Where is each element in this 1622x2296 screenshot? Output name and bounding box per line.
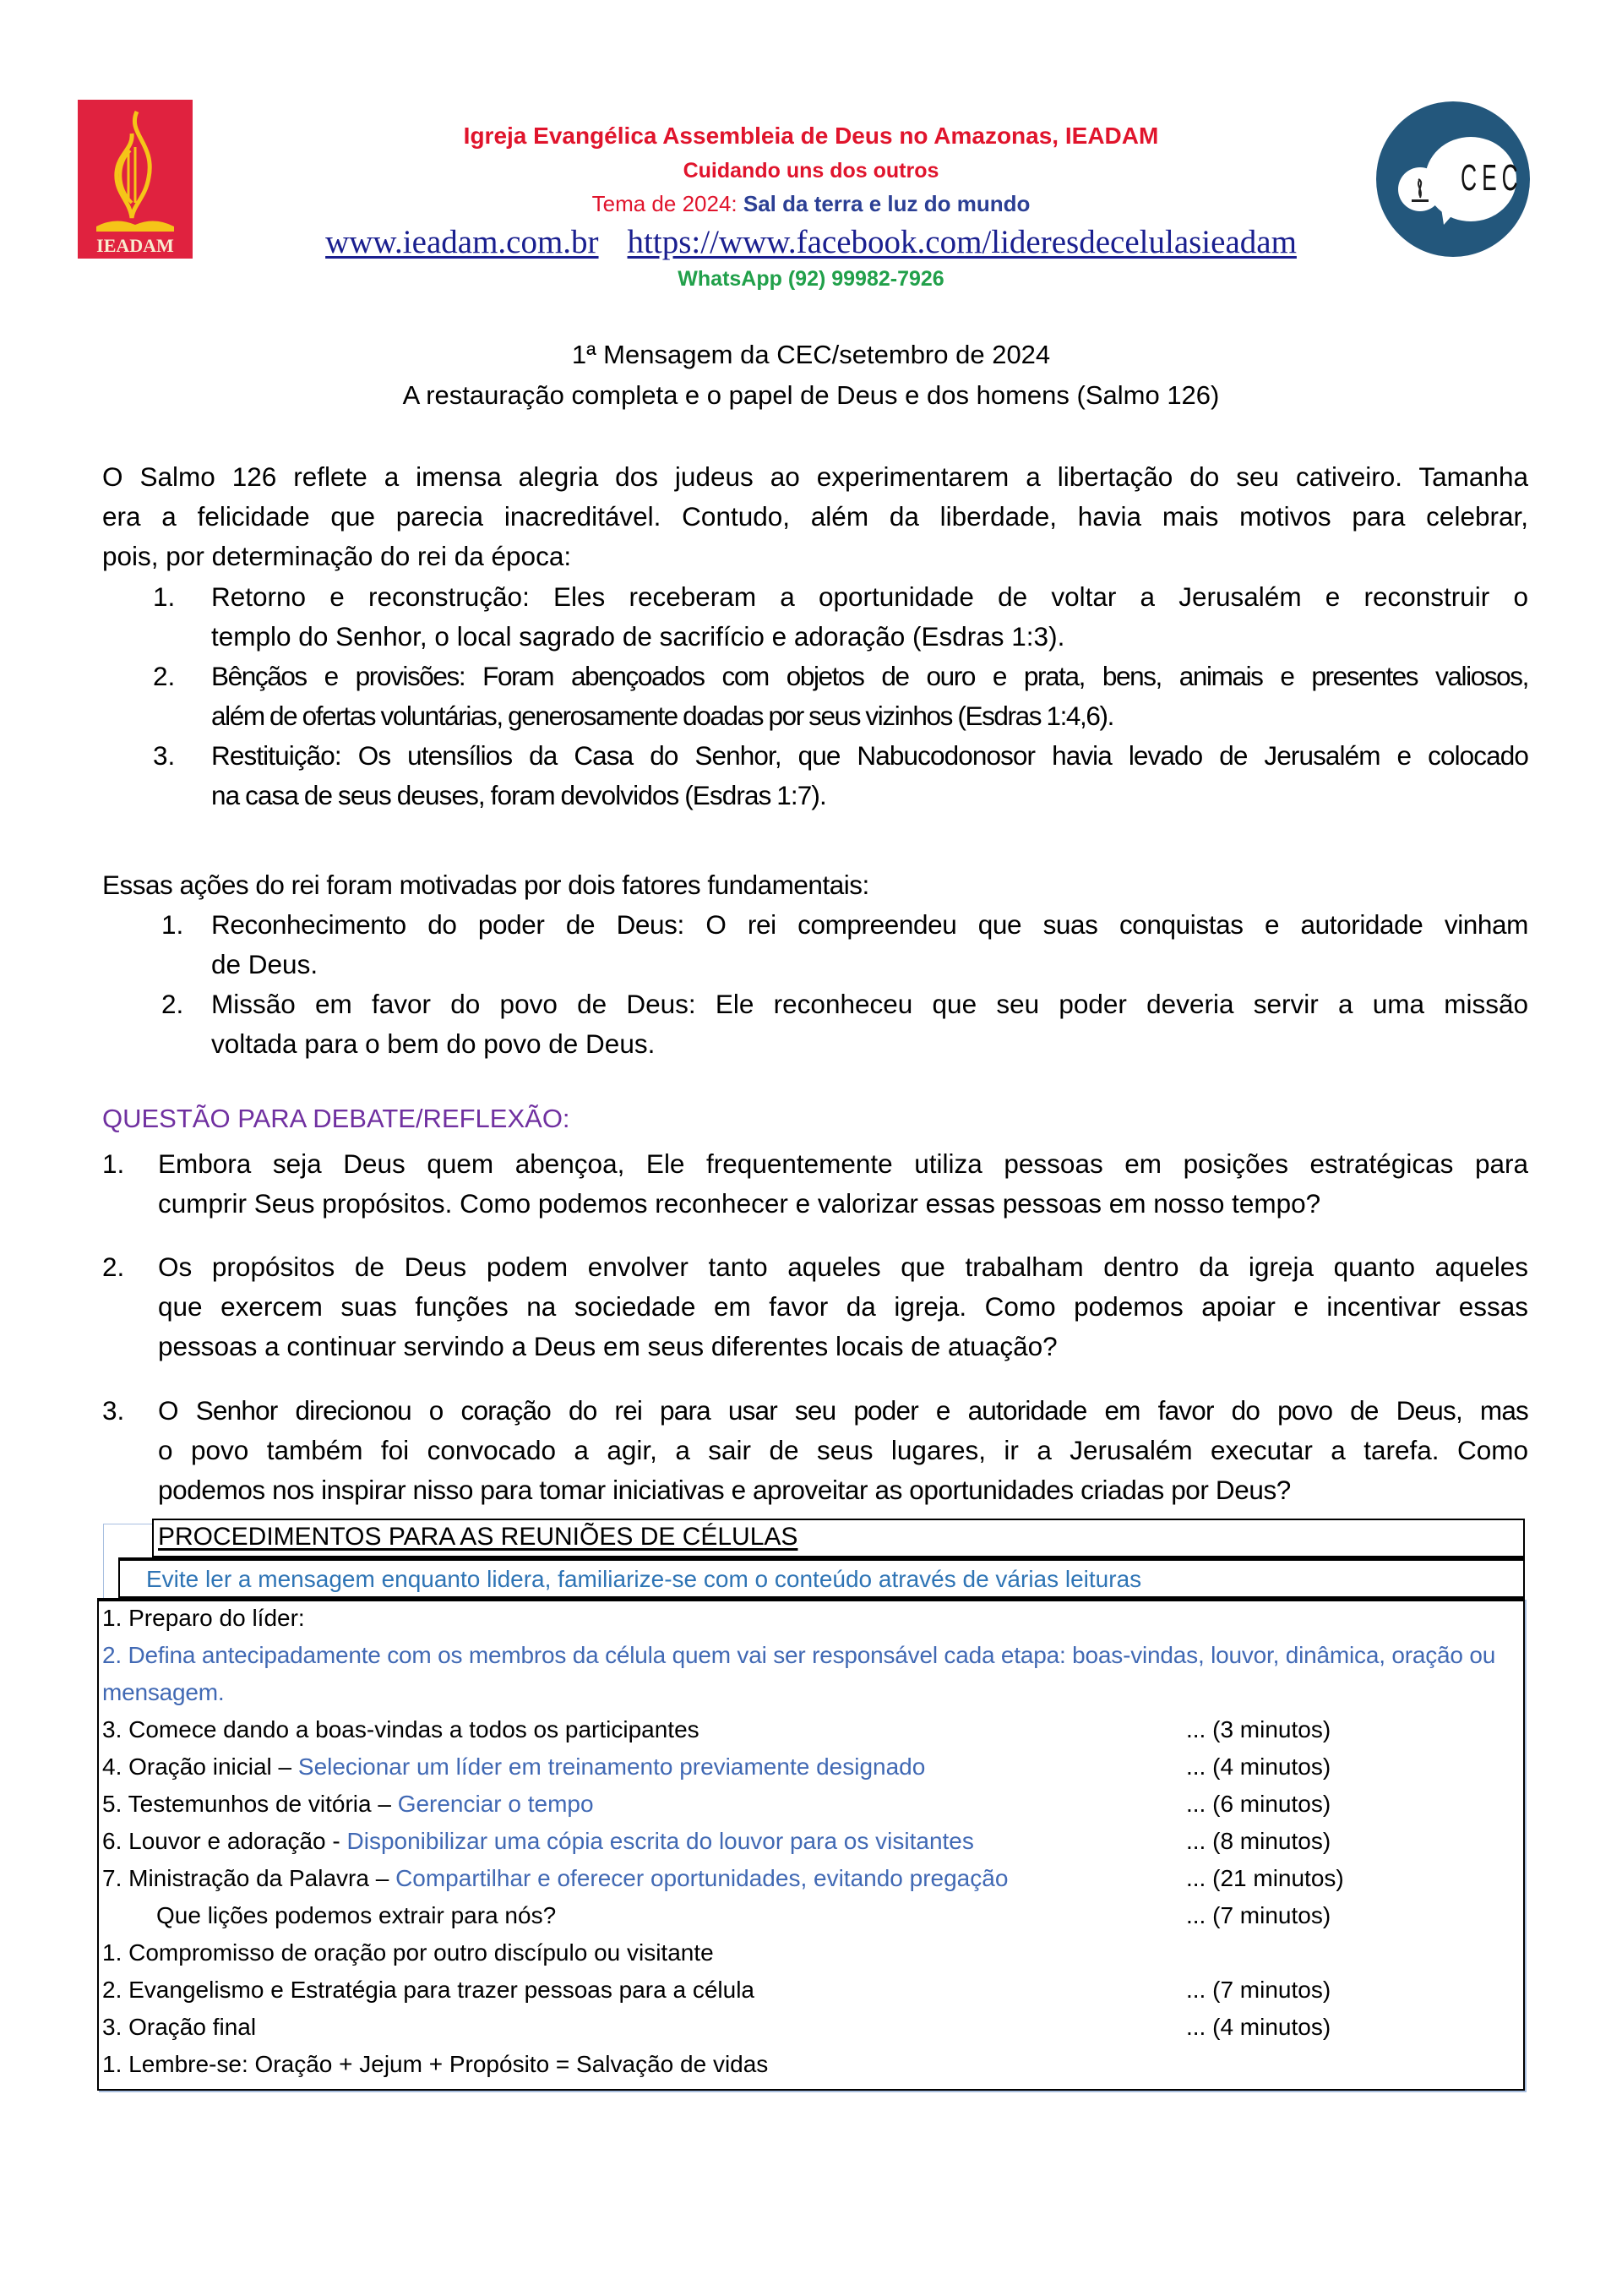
list-number: 3. bbox=[102, 1395, 125, 1426]
procedure-row bbox=[102, 1823, 1521, 1860]
factors-list bbox=[161, 905, 1528, 1066]
procedures-tip-text: Evite ler a mensagem enquanto lidera, familiarize-se com o conteúdo através de várias leituras bbox=[146, 1566, 1142, 1592]
procedure-step: Que lições podemos extrair para nós? bbox=[156, 1902, 557, 1928]
procedure-row bbox=[102, 1637, 1526, 1711]
procedure-row bbox=[102, 1711, 1521, 1748]
list-number: 2. bbox=[102, 1252, 125, 1282]
list-text: além de ofertas voluntárias, generosamente doadas por seus vizinhos (Esdras 1:4,6). bbox=[211, 701, 1113, 731]
questions-heading: QUESTÃO PARA DEBATE/REFLEXÃO: bbox=[102, 1104, 570, 1133]
procedure-detail: Selecionar um líder em treinamento previamente designado bbox=[297, 1753, 926, 1780]
intro-line: O Salmo 126 reflete a imensa alegria dos judeus ao experimentarem a libertação do seu cativeiro. Tamanha bbox=[102, 461, 1528, 492]
org-name: Igreja Evangélica Assembleia de Deus no Amazonas, IEADAM bbox=[463, 123, 1159, 149]
intro-line: era a felicidade que parecia inacreditável. Contudo, além da liberdade, havia mais motivos para celebrar, bbox=[102, 501, 1528, 532]
list-number: 2. bbox=[161, 989, 184, 1019]
procedure-step: 6. Louvor e adoração - bbox=[102, 1828, 347, 1854]
procedure-duration: ... (4 minutos) bbox=[1186, 2014, 1331, 2040]
list-text: pessoas a continuar servindo a Deus em seus diferentes locais de atuação? bbox=[158, 1331, 1058, 1361]
list-text: de Deus. bbox=[211, 949, 318, 979]
theme-value: Sal da terra e luz do mundo bbox=[743, 191, 1031, 216]
list-text: cumprir Seus propósitos. Como podemos reconhecer e valorizar essas pessoas em nosso tempo? bbox=[158, 1188, 1321, 1219]
list-text: Retorno e reconstrução: Eles receberam a oportunidade de voltar a Jerusalém e reconstruir o bbox=[211, 581, 1528, 612]
list-text: O Senhor direcionou o coração do rei para usar seu poder e autoridade em favor do povo de Deus, mas bbox=[158, 1395, 1528, 1426]
list-number: 2. bbox=[153, 661, 176, 691]
procedure-step: 7. Ministração da Palavra – bbox=[102, 1865, 396, 1891]
list-number: 1. bbox=[161, 909, 184, 940]
procedure-step: 3. Comece dando a boas-vindas a todos os participantes bbox=[102, 1716, 699, 1742]
procedure-row bbox=[102, 1748, 1521, 1786]
whatsapp-contact: WhatsApp (92) 99982-7926 bbox=[678, 267, 944, 291]
list-text: Restituição: Os utensílios da Casa do Senhor, que Nabucodonosor havia levado de Jerusalém e colocado bbox=[211, 740, 1528, 771]
procedure-duration: ... (4 minutos) bbox=[1186, 1753, 1331, 1780]
message-subtitle: A restauração completa e o papel de Deus e dos homens (Salmo 126) bbox=[402, 380, 1220, 410]
procedure-step: 2. Evangelismo e Estratégia para trazer pessoas para a célula bbox=[102, 1977, 754, 2003]
list-number: 3. bbox=[153, 740, 176, 771]
procedure-row bbox=[102, 1600, 1521, 1637]
procedure-row bbox=[102, 2046, 1521, 2083]
procedure-detail: 2. Defina antecipadamente com os membros da célula quem vai ser responsável cada etapa: boas-vindas, louvor, dinâmica, oração ou mensagem. bbox=[102, 1642, 1496, 1705]
list-number: 1. bbox=[102, 1148, 125, 1179]
procedure-duration: ... (8 minutos) bbox=[1186, 1828, 1331, 1854]
theme-line bbox=[0, 191, 1622, 217]
cec-logo-text: CEC bbox=[1461, 157, 1523, 199]
procedure-duration: ... (3 minutos) bbox=[1186, 1716, 1331, 1742]
procedure-row bbox=[102, 1786, 1521, 1823]
facebook-link[interactable]: https://www.facebook.com/lideresdecelulasieadam bbox=[627, 224, 1297, 260]
intro-paragraph bbox=[102, 457, 1528, 576]
list-text: Bênçãos e provisões: Foram abençoados com objetos de ouro e prata, bens, animais e presentes valiosos, bbox=[211, 661, 1528, 691]
list-text: que exercem suas funções na sociedade em favor da igreja. Como podemos apoiar e incentivar essas bbox=[158, 1291, 1528, 1322]
procedure-duration: ... (6 minutos) bbox=[1186, 1791, 1331, 1817]
procedure-duration: ... (21 minutos) bbox=[1186, 1865, 1344, 1891]
procedures-tip bbox=[118, 1557, 1525, 1598]
procedure-step: 4. Oração inicial – bbox=[102, 1753, 298, 1780]
list-text: voltada para o bem do povo de Deus. bbox=[211, 1028, 656, 1059]
procedures-title-box bbox=[152, 1519, 1525, 1557]
intro-list bbox=[153, 577, 1528, 822]
procedure-row bbox=[102, 2009, 1521, 2046]
website-link[interactable]: www.ieadam.com.br bbox=[325, 224, 599, 260]
procedure-row bbox=[102, 1897, 1521, 1934]
procedure-step: 1. Lembre-se: Oração + Jejum + Propósito = Salvação de vidas bbox=[102, 2051, 769, 2077]
message-title: 1ª Mensagem da CEC/setembro de 2024 bbox=[571, 340, 1051, 369]
list-text: templo do Senhor, o local sagrado de sacrifício e adoração (Esdras 1:3). bbox=[211, 621, 1065, 652]
procedure-row bbox=[102, 1972, 1521, 2009]
links-line bbox=[0, 223, 1622, 261]
procedure-duration: ... (7 minutos) bbox=[1186, 1977, 1331, 2003]
procedure-step: 1. Preparo do líder: bbox=[102, 1605, 305, 1631]
list-text: Embora seja Deus quem abençoa, Ele frequentemente utiliza pessoas em posições estratégicas para bbox=[158, 1148, 1528, 1179]
list-text: Os propósitos de Deus podem envolver tanto aqueles que trabalham dentro da igreja quanto aqueles bbox=[158, 1252, 1528, 1282]
procedure-step: 3. Oração final bbox=[102, 2014, 257, 2040]
list-number: 1. bbox=[153, 581, 176, 612]
procedure-duration: ... (7 minutos) bbox=[1186, 1902, 1331, 1928]
procedure-detail: Gerenciar o tempo bbox=[397, 1791, 594, 1817]
procedure-step: 5. Testemunhos de vitória – bbox=[102, 1791, 398, 1817]
ieadam-logo-text: IEADAM bbox=[96, 235, 174, 256]
procedure-step: 1. Compromisso de oração por outro discípulo ou visitante bbox=[102, 1939, 714, 1966]
list-text: Missão em favor do povo de Deus: Ele reconheceu que seu poder deveria servir a uma missão bbox=[211, 989, 1528, 1019]
factors-lead: Essas ações do rei foram motivadas por dois fatores fundamentais: bbox=[102, 870, 869, 900]
list-text: na casa de seus deuses, foram devolvidos (Esdras 1:7). bbox=[211, 780, 826, 810]
intro-line: pois, por determinação do rei da época: bbox=[102, 541, 572, 571]
motto: Cuidando uns dos outros bbox=[683, 159, 939, 183]
list-text: podemos nos inspirar nisso para tomar iniciativas e aproveitar as oportunidades criadas por Deus? bbox=[158, 1475, 1291, 1505]
procedure-detail: Compartilhar e oferecer oportunidades, evitando pregação bbox=[395, 1865, 1009, 1891]
theme-label: Tema de 2024: bbox=[591, 191, 738, 216]
list-text: Reconhecimento do poder de Deus: O rei compreendeu que suas conquistas e autoridade vinham bbox=[211, 909, 1528, 940]
procedure-row bbox=[102, 1934, 1521, 1972]
procedure-detail: Disponibilizar uma cópia escrita do louvor para os visitantes bbox=[346, 1828, 974, 1854]
questions-list bbox=[102, 1144, 1528, 1516]
procedures-title: PROCEDIMENTOS PARA AS REUNIÕES DE CÉLULAS bbox=[158, 1523, 798, 1551]
list-text: o povo também foi convocado a agir, a sair de seus lugares, ir a Jerusalém executar a tarefa. Como bbox=[158, 1435, 1528, 1465]
procedure-row bbox=[102, 1860, 1521, 1897]
